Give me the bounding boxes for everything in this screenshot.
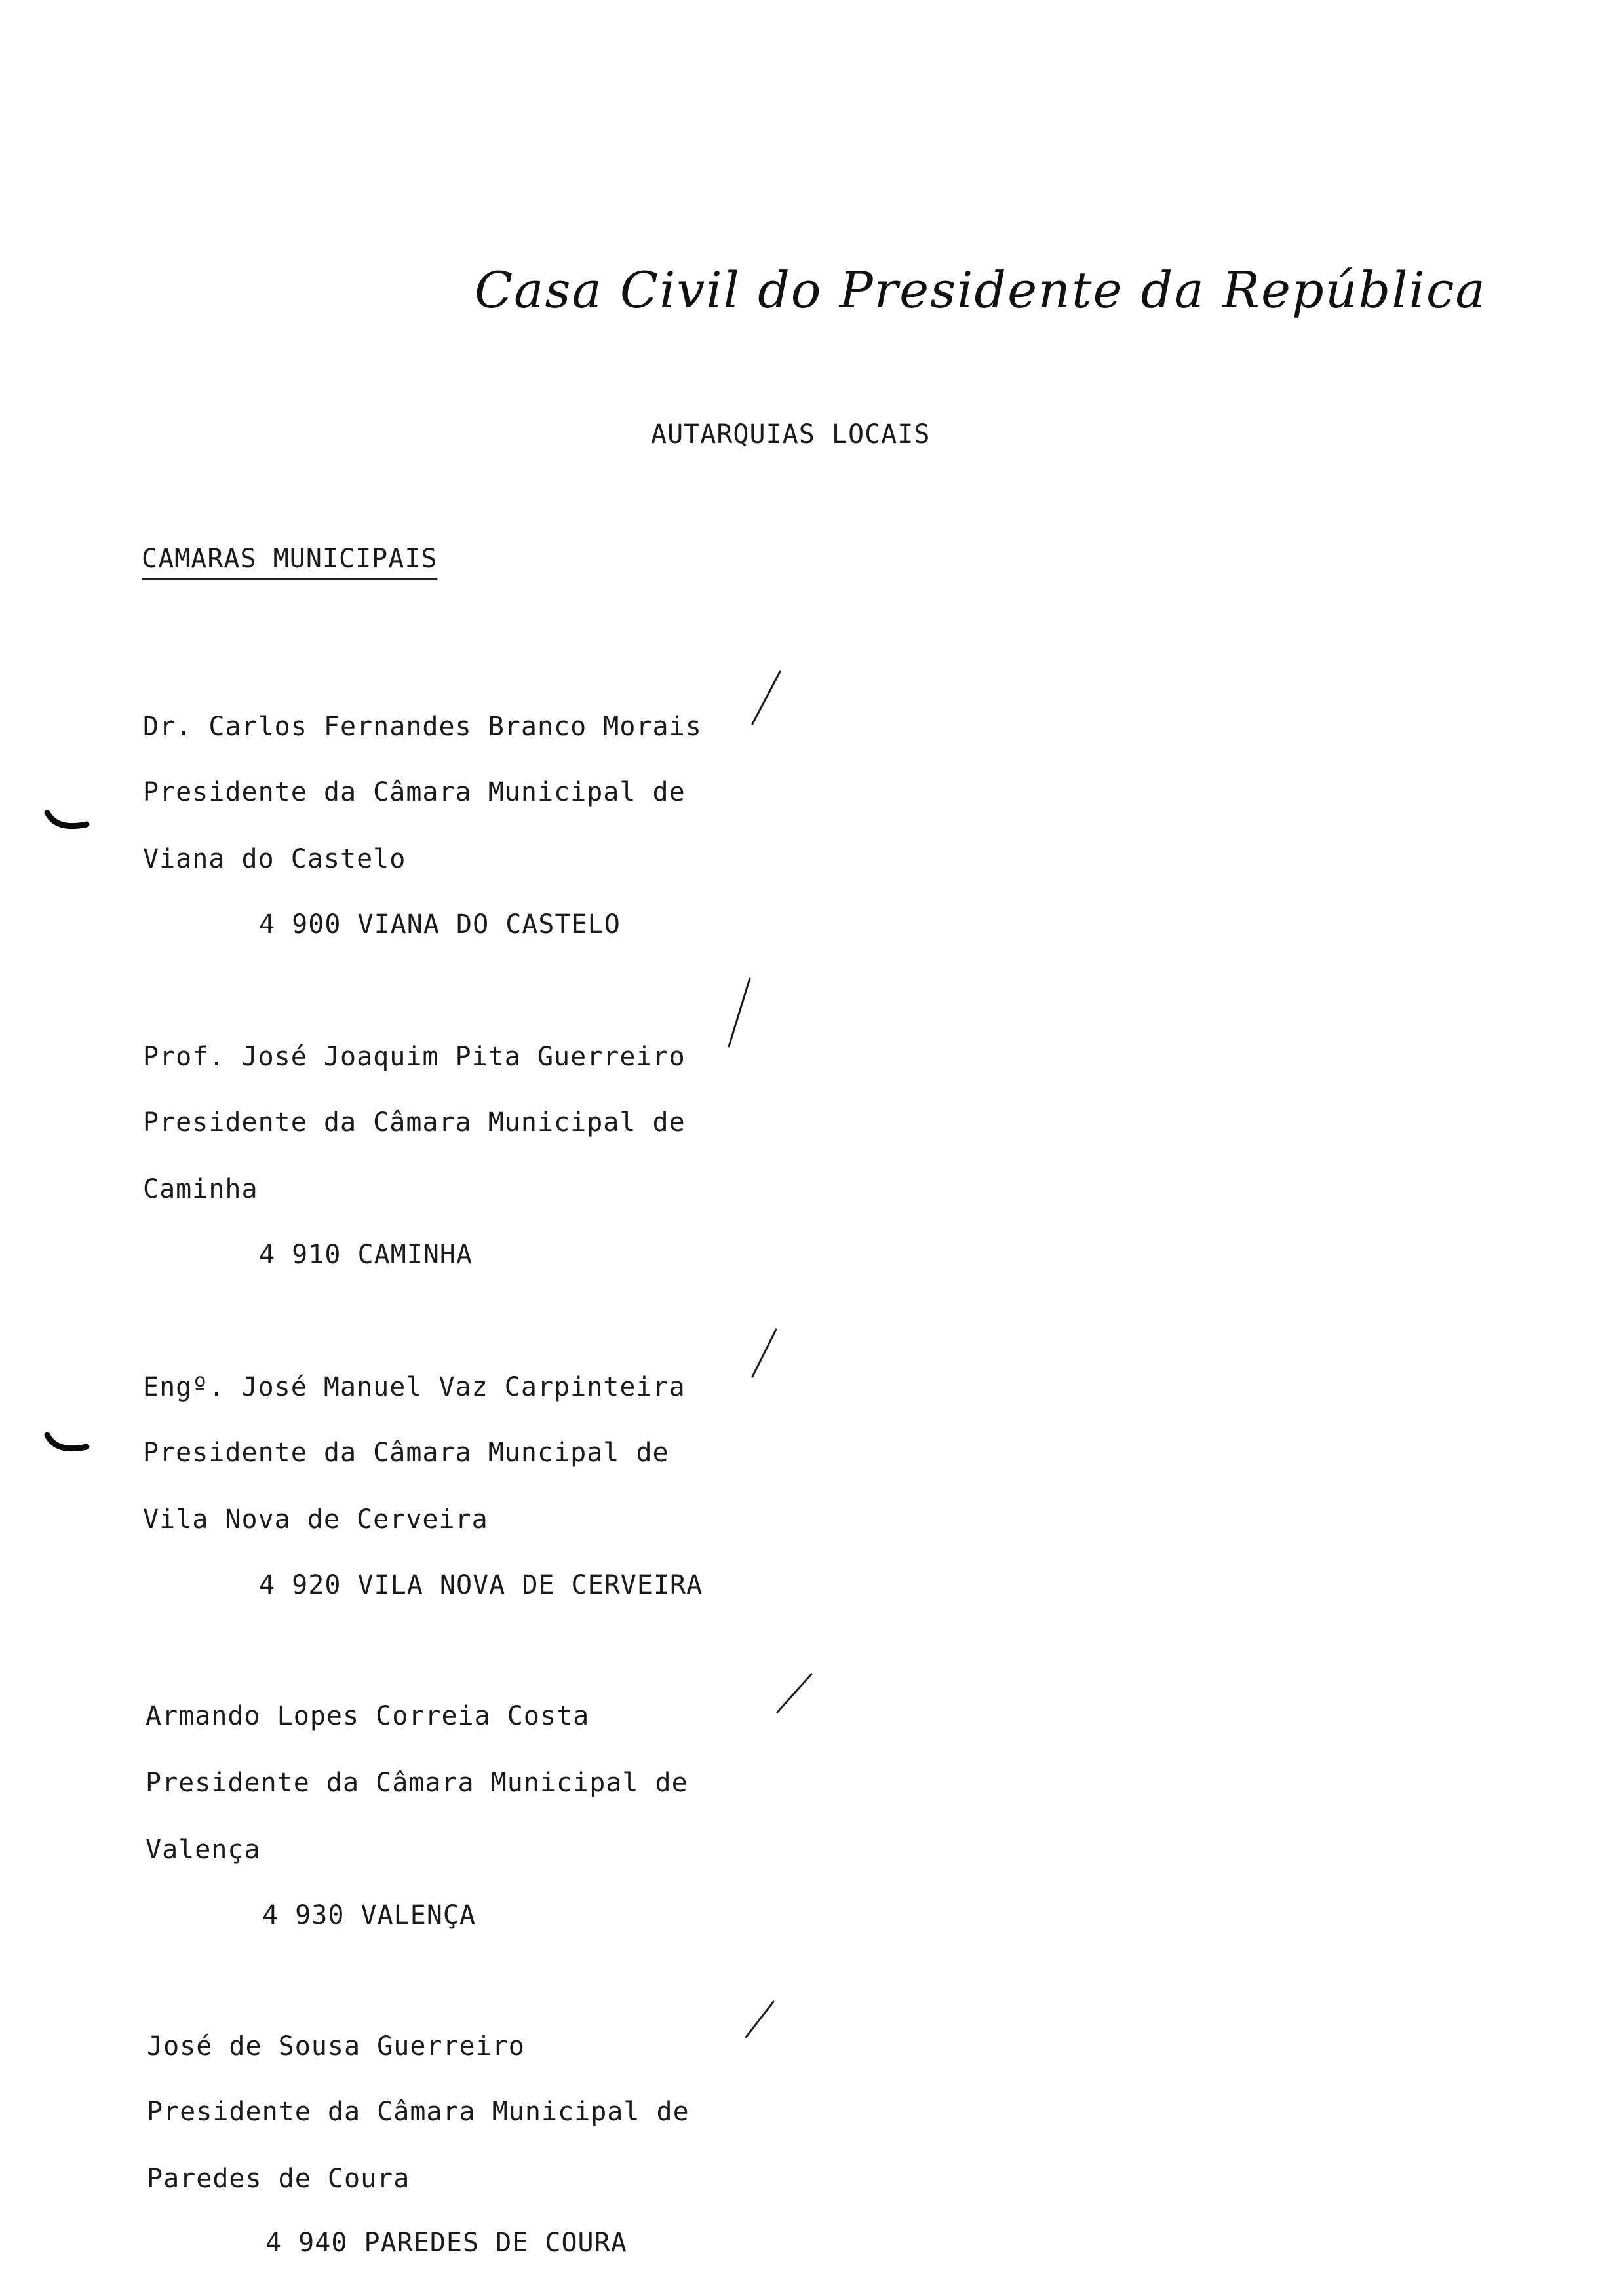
pen-slash-icon [750, 670, 783, 726]
letterhead: Casa Civil do Presidente da República [475, 261, 1487, 319]
pen-slash-icon [750, 1328, 779, 1379]
entry-position: Presidente da Câmara Municipal de [143, 1107, 686, 1138]
entry-name: Engº. José Manuel Vaz Carpinteira [143, 1372, 686, 1402]
punch-hole-icon [43, 810, 90, 833]
entry-name: José de Sousa Guerreiro [147, 2031, 525, 2061]
page-title: AUTARQUIAS LOCAIS [651, 419, 931, 450]
entry-address: 4 920 VILA NOVA DE CERVEIRA [259, 1570, 703, 1600]
pen-slash-icon [726, 976, 752, 1048]
entry-address: 4 930 VALENÇA [262, 1900, 477, 1930]
entry-position: Presidente da Câmara Municipal de [146, 1768, 688, 1798]
entry-position: Presidente da Câmara Municipal de [143, 777, 686, 807]
pen-slash-icon [743, 2000, 776, 2039]
entry-municipality: Caminha [143, 1174, 258, 1204]
entry-address: 4 900 VIANA DO CASTELO [259, 909, 621, 940]
entry-position: Presidente da Câmara Municipal de [147, 2097, 690, 2127]
entry-municipality: Viana do Castelo [143, 844, 406, 874]
entry-name: Armando Lopes Correia Costa [146, 1701, 590, 1731]
entry-municipality: Valença [146, 1835, 261, 1865]
section-heading: CAMARAS MUNICIPAIS [142, 544, 438, 574]
entry-address: 4 910 CAMINHA [259, 1240, 473, 1270]
entry-municipality: Vila Nova de Cerveira [143, 1504, 488, 1535]
entry-name: Dr. Carlos Fernandes Branco Morais [143, 712, 702, 742]
entry-address: 4 940 PAREDES DE COURA [265, 2228, 627, 2258]
pen-slash-icon [775, 1672, 814, 1714]
entry-position: Presidente da Câmara Muncipal de [143, 1438, 669, 1468]
entry-name: Prof. José Joaquim Pita Guerreiro [143, 1042, 686, 1072]
punch-hole-icon [43, 1432, 90, 1456]
entry-municipality: Paredes de Coura [147, 2164, 410, 2194]
